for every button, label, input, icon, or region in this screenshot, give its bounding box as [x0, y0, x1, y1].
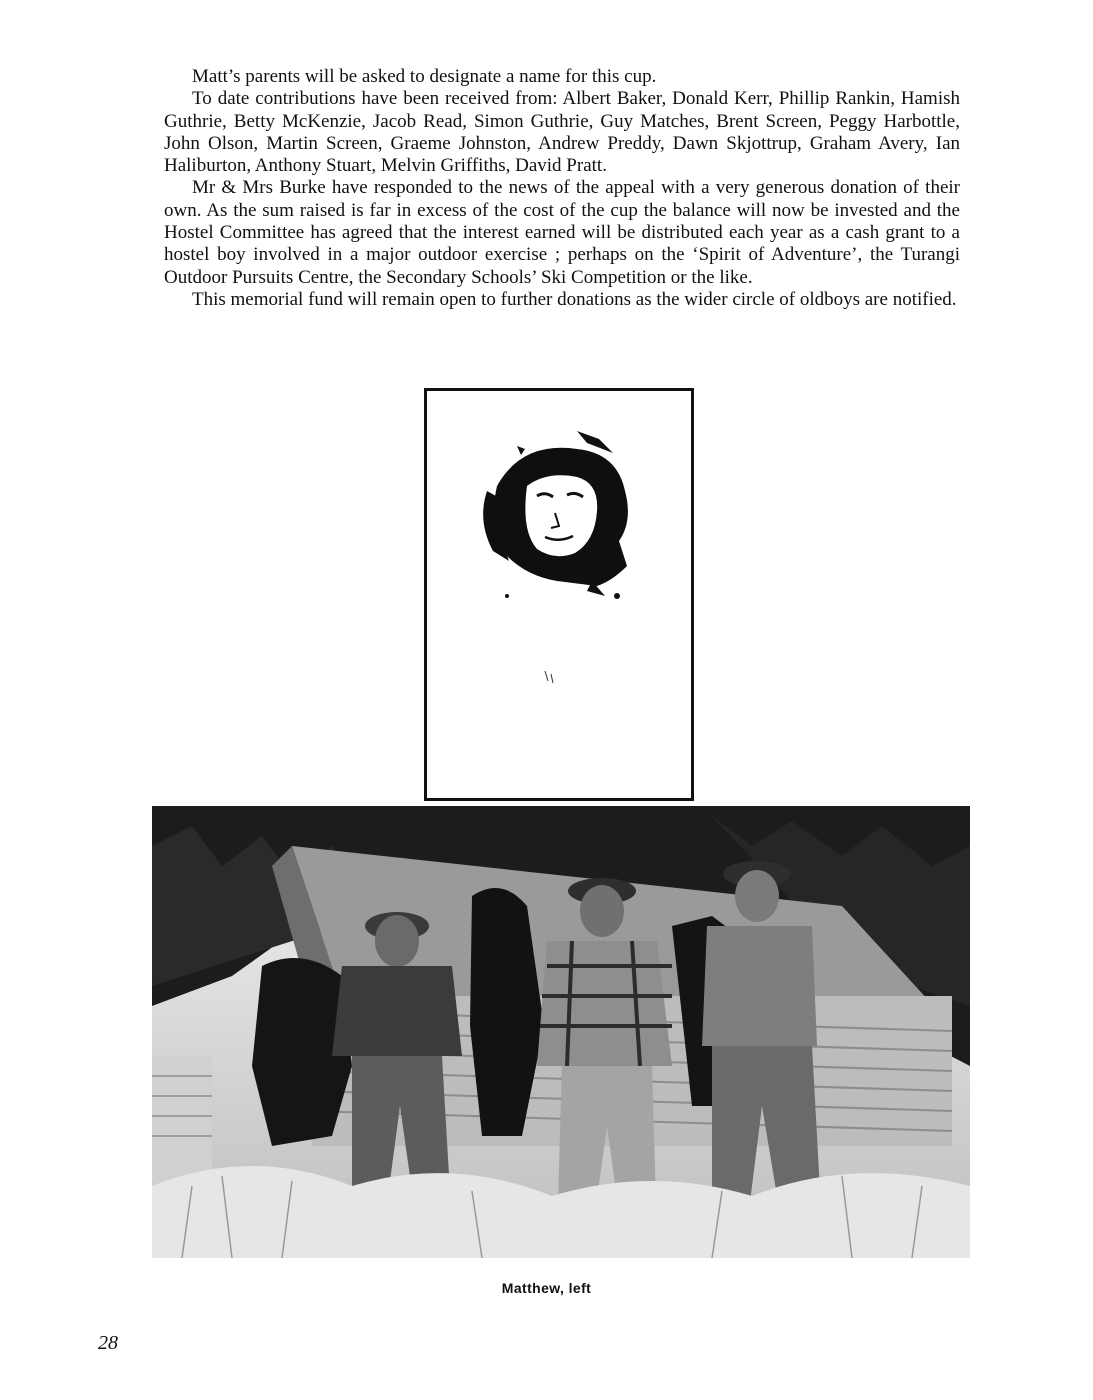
paragraph-cup-name: Matt’s parents will be asked to designate a name for this cup.: [192, 66, 657, 87]
paragraph-burke-donation: Mr & Mrs Burke have responded to the news of the appeal with a very generous donation of their own. As the sum raised is far in excess of the cost of the cup the balance will now be invested and the Hostel Committee has agreed that the interest earned will be distributed each year as a cash grant to a hostel boy involved in a major outdoor exercise ; perhaps on the ‘Spirit of Adventure’, the Turangi Outdoor Pursuits Centre, the Secondary Schools’ Ski Competition or the like.: [164, 177, 960, 288]
portrait-image: [427, 391, 691, 798]
portrait-photo: [424, 388, 694, 801]
group-photo: [152, 806, 970, 1258]
photo-caption: Matthew, left: [501, 1280, 592, 1296]
paragraph-memorial-fund: This memorial fund will remain open to further donations as the wider circle of oldboys are notified.: [192, 288, 957, 310]
page-number: 28: [98, 1332, 118, 1354]
group-photo-image: [152, 806, 970, 1258]
paragraph-contributors: To date contributions have been received from: Albert Baker, Donald Kerr, Phillip Rankin, Hamish Guthrie, Betty McKenzie, Jacob Read, Simon Guthrie, Guy Matches, Brent Screen, Peggy Harbottle, John Olson, Martin Screen, Graeme Johnston, Andrew Preddy, Dawn Skjottrup, Graham Avery, Ian Haliburton, Anthony Stuart, Melvin Griffiths, David Pratt.: [164, 88, 960, 177]
article-text: [164, 66, 960, 311]
